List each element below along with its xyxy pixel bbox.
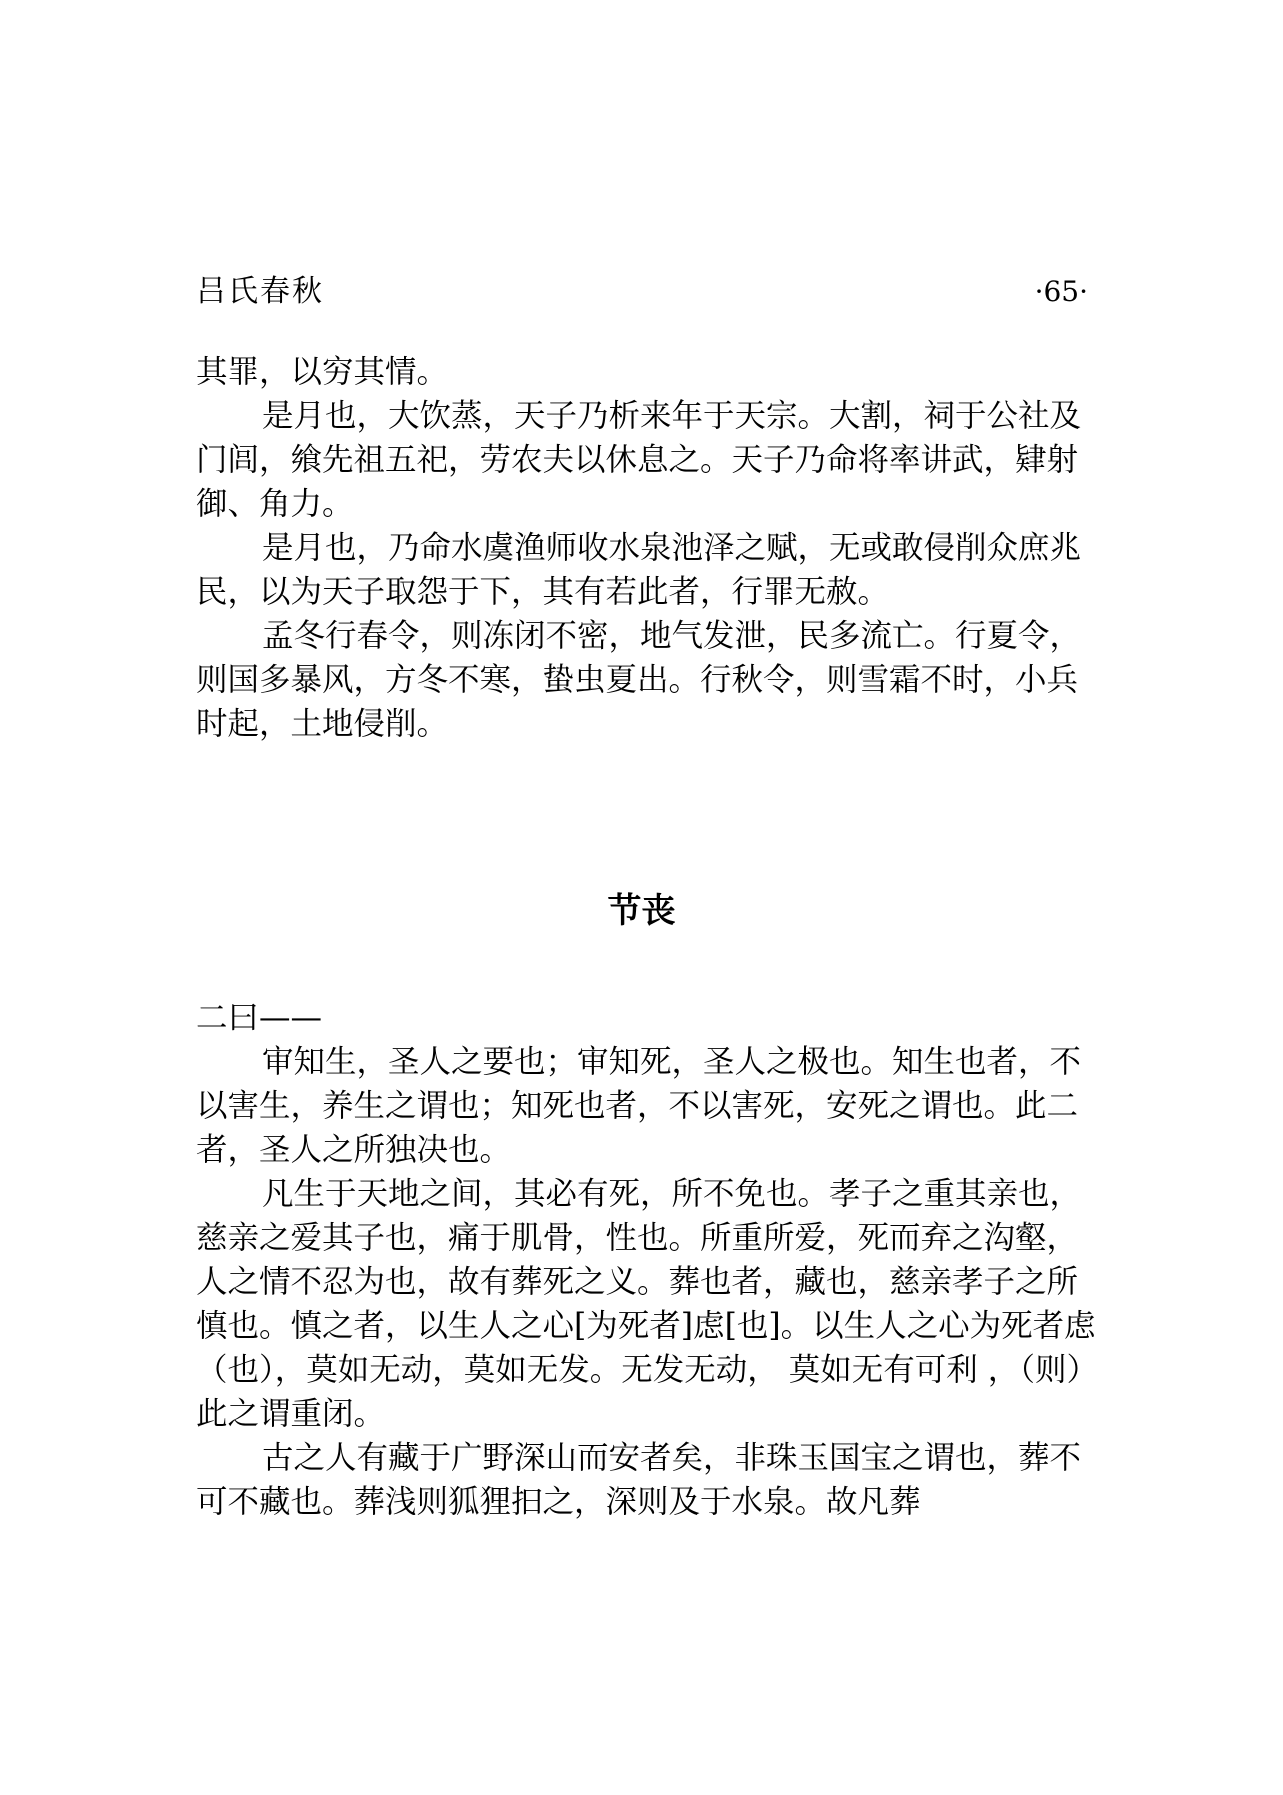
paragraph: 其罪，以穷其情。	[196, 354, 449, 390]
section-1-body	[196, 350, 1108, 746]
running-head	[196, 272, 1096, 312]
paragraph: 凡生于天地之间，其必有死，所不免也。孝子之重其亲也，慈亲之爱其子也，痛于肌骨，性也。所重所爱，死而弃之沟壑，人之情不忍为也，故有葬死之义。葬也者，藏也，慈亲孝子之所慎也。慎之者，以生人之心[为死者]虑[也]。以生人之心为死者虑（也），莫如无动，莫如无发。无发无动， 莫如无有可利 ，（则）此之谓重闭。	[196, 1176, 1099, 1432]
paragraph: 孟冬行春令，则冻闭不密，地气发泄，民多流亡。行夏令，则国多暴风，方冬不寒，蛰虫夏出。行秋令，则雪霜不时，小兵时起，土地侵削。	[196, 618, 1082, 742]
section-title: 节丧	[607, 891, 676, 931]
paragraph: 是月也，乃命水虞渔师收水泉池泽之赋，无或敢侵削众庶兆民，以为天子取怨于下，其有若此者，行罪无赦。	[196, 530, 1082, 610]
paragraph: 是月也，大饮蒸，天子乃析来年于天宗。大割，祠于公社及门闾，飨先祖五祀，劳农夫以休息之。天子乃命将率讲武，肄射御、角力。	[196, 398, 1082, 522]
page-number: ·65·	[1034, 275, 1088, 308]
section-2-body	[196, 996, 1108, 1524]
section-subtitle: 二曰——	[196, 1000, 323, 1036]
paragraph: 古之人有藏于广野深山而安者矣，非珠玉国宝之谓也，葬不可不藏也。葬浅则狐狸抇之，深则及于水泉。故凡葬	[196, 1440, 1082, 1520]
book-title: 吕氏春秋	[196, 274, 324, 309]
paragraph: 审知生，圣人之要也；审知死，圣人之极也。知生也者，不以害生，养生之谓也；知死也者，不以害死，安死之谓也。此二者，圣人之所独决也。	[196, 1044, 1082, 1168]
